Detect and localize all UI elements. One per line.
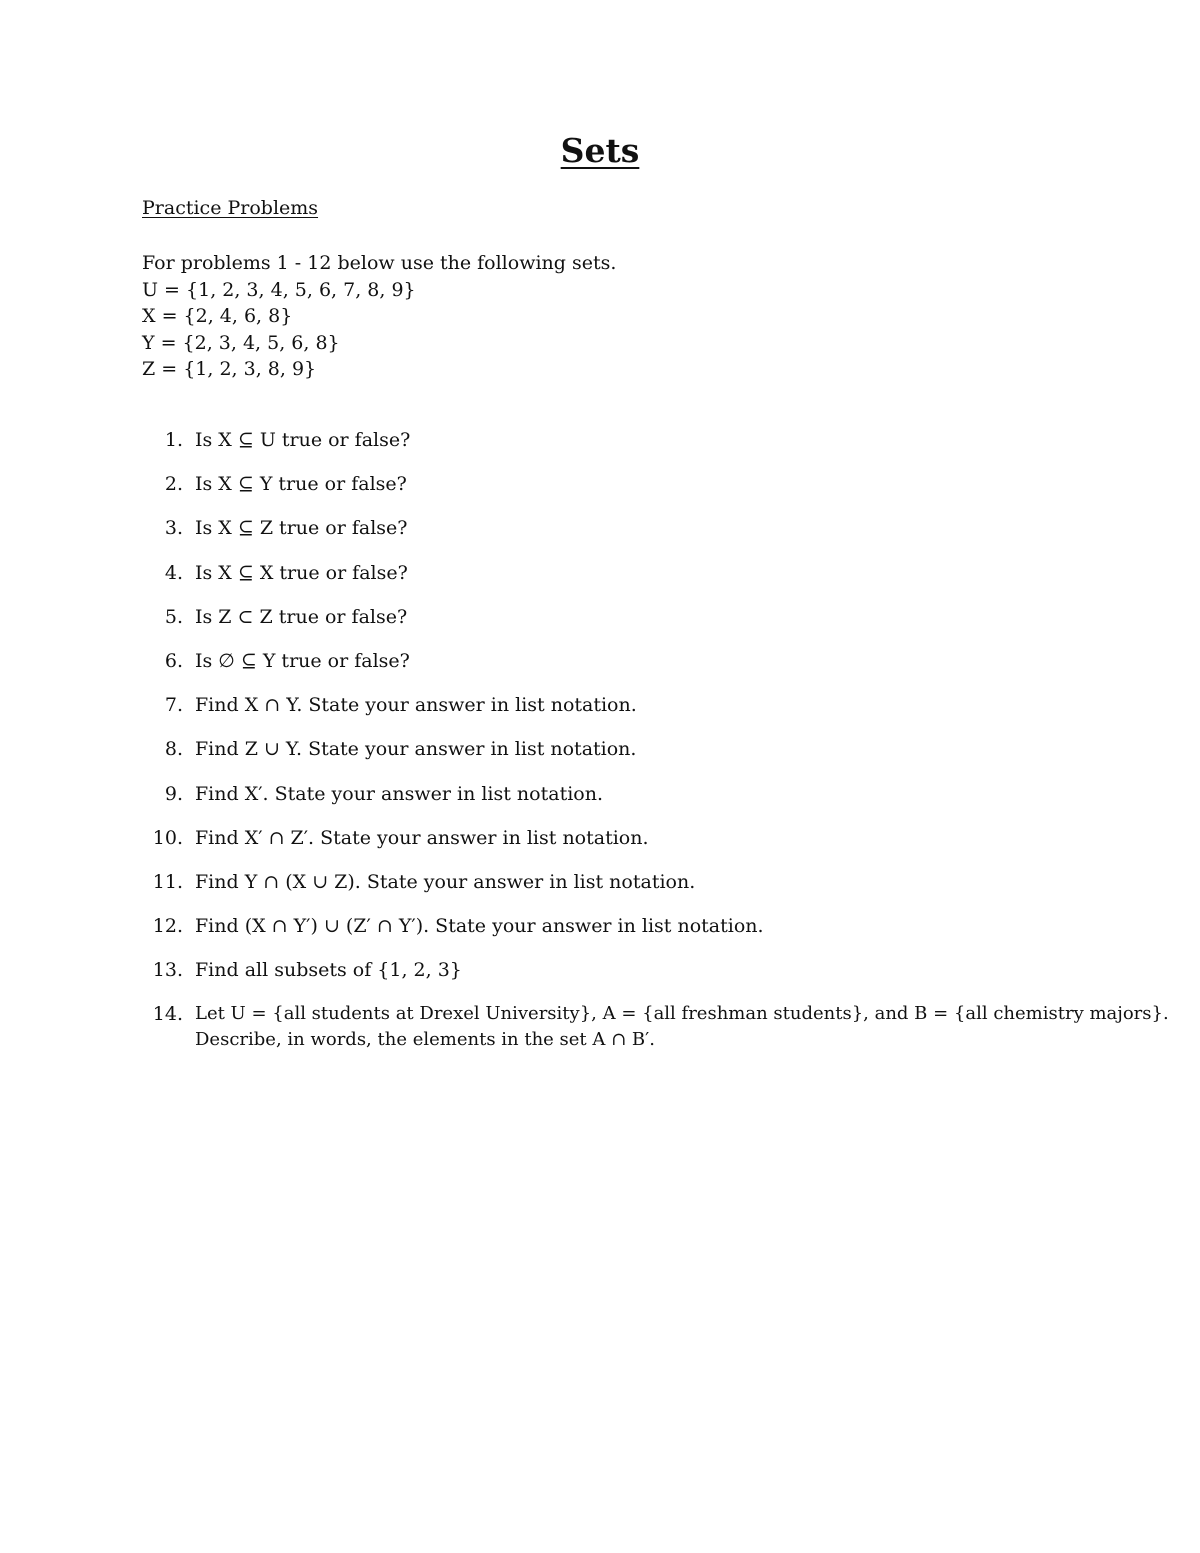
problem-text: Find X′ ∩ Z′. State your answer in list notation. [195, 826, 649, 849]
problem-item [150, 427, 1195, 471]
problem-number: 11. [152, 870, 183, 893]
problem-item [150, 692, 1195, 736]
problem-number: 6. [164, 649, 183, 672]
problem-text: Find X ∩ Y. State your answer in list notation. [195, 694, 637, 717]
problem-item [150, 913, 1195, 957]
problem-text: Find Z ∪ Y. State your answer in list notation. [195, 738, 637, 761]
problem-text: Is ∅ ⊆ Y true or false? [195, 649, 410, 672]
page-title: Sets [560, 131, 640, 170]
problem-item [150, 1001, 1195, 1051]
problem-text: Is Z ⊂ Z true or false? [195, 605, 408, 628]
problem-item [150, 957, 1195, 1001]
set-definition-y: Y = {2, 3, 4, 5, 6, 8} [142, 331, 340, 354]
problem-number: 8. [164, 738, 183, 761]
problem-text: Is X ⊆ Y true or false? [195, 473, 407, 496]
problem-number: 7. [164, 694, 183, 717]
problem-number: 14. [152, 1003, 183, 1026]
set-definition-x: X = {2, 4, 6, 8} [142, 305, 293, 327]
problem-text: Is X ⊆ U true or false? [195, 429, 411, 451]
problem-number: 1. [164, 429, 183, 451]
intro-block [142, 250, 616, 383]
problem-item [150, 736, 1195, 780]
problem-number: 3. [164, 517, 183, 540]
problem-number: 12. [152, 915, 183, 938]
problem-number: 9. [164, 782, 183, 805]
problem-text: Is X ⊆ X true or false? [195, 561, 408, 584]
problem-number: 10. [152, 826, 183, 849]
problem-item [150, 869, 1195, 913]
problem-text: Find Y ∩ (X ∪ Z). State your answer in list notation. [195, 870, 696, 893]
problem-number: 5. [164, 605, 183, 628]
problem-item [150, 515, 1195, 559]
problem-item [150, 825, 1195, 869]
problem-text: Let U = {all students at Drexel University}, A = {all freshman students}, and B = {all chemistry majors}. Describe, in words, the elements in the set A ∩ B′. [195, 1003, 1169, 1051]
problem-number: 13. [152, 959, 183, 982]
problem-item [150, 781, 1195, 825]
problem-number: 4. [164, 561, 183, 584]
problem-list [150, 427, 1195, 1051]
problem-text: Find all subsets of {1, 2, 3} [195, 959, 462, 982]
problem-text: Is X ⊆ Z true or false? [195, 517, 408, 540]
problem-item [150, 648, 1195, 692]
problem-item [150, 604, 1195, 648]
problem-item [150, 560, 1195, 604]
problem-text: Find X′. State your answer in list notation. [195, 782, 603, 805]
set-definition-z: Z = {1, 2, 3, 8, 9} [142, 358, 317, 380]
set-definition-u: U = {1, 2, 3, 4, 5, 6, 7, 8, 9} [142, 278, 416, 301]
section-heading: Practice Problems [142, 197, 319, 219]
problem-text: Find (X ∩ Y′) ∪ (Z′ ∩ Y′). State your answer in list notation. [195, 915, 764, 938]
problem-number: 2. [164, 473, 183, 496]
intro-line: For problems 1 - 12 below use the following sets. [142, 252, 617, 274]
problem-item [150, 471, 1195, 515]
